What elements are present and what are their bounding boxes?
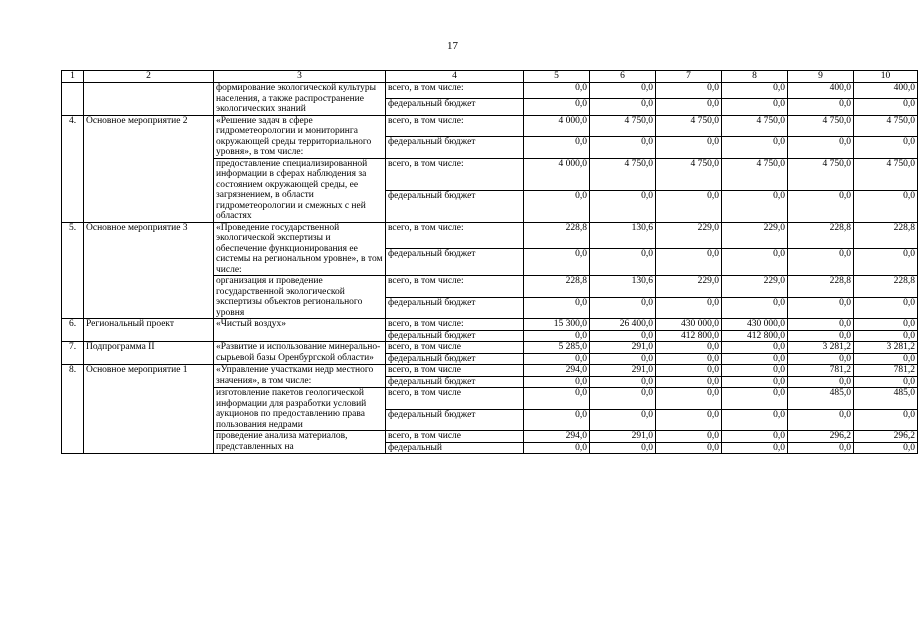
amount-cell: 0,0 — [788, 376, 854, 388]
amount-cell: 0,0 — [722, 442, 788, 454]
table-row — [62, 342, 918, 354]
amount-cell: 0,0 — [854, 330, 918, 342]
funding-source: федеральный бюджет — [386, 99, 524, 115]
amount-cell: 0,0 — [788, 319, 854, 331]
amount-cell: 229,0 — [656, 222, 722, 249]
row-number: 5. — [62, 222, 84, 319]
activity-title: формирование экологической культуры населения, а также распространение экологических знаний — [214, 83, 386, 116]
page-number: 17 — [447, 40, 458, 52]
amount-cell: 0,0 — [656, 365, 722, 377]
amount-cell: 228,8 — [788, 276, 854, 298]
amount-cell: 0,0 — [656, 388, 722, 410]
amount-cell: 0,0 — [722, 190, 788, 222]
activity-title: предоставление специализированной информации в сферах наблюдения за состоянием окружающей среды, ее загрязнением, в области гидрометеорологии и смежных с ней областях — [214, 158, 386, 222]
amount-cell: 228,8 — [788, 222, 854, 249]
amount-cell: 0,0 — [524, 99, 590, 115]
table-row — [62, 319, 918, 331]
funding-source: всего, в том числе: — [386, 319, 524, 331]
amount-cell: 0,0 — [656, 99, 722, 115]
amount-cell: 4 750,0 — [590, 115, 656, 137]
amount-cell: 291,0 — [590, 342, 656, 354]
column-header: 7 — [656, 71, 722, 83]
amount-cell: 0,0 — [524, 442, 590, 454]
amount-cell: 781,2 — [788, 365, 854, 377]
amount-cell: 0,0 — [656, 137, 722, 159]
amount-cell: 4 000,0 — [524, 115, 590, 137]
amount-cell: 400,0 — [788, 83, 854, 99]
activity-name: Основное мероприятие 3 — [84, 222, 214, 319]
amount-cell: 0,0 — [722, 388, 788, 410]
amount-cell: 0,0 — [788, 190, 854, 222]
activity-name: Региональный проект — [84, 319, 214, 342]
funding-source: федеральный бюджет — [386, 190, 524, 222]
amount-cell: 4 750,0 — [656, 115, 722, 137]
amount-cell: 228,8 — [524, 222, 590, 249]
amount-cell: 430 000,0 — [722, 319, 788, 331]
amount-cell: 228,8 — [854, 276, 918, 298]
activity-title: организация и проведение государственной экологической экспертизы объектов регионального уровня — [214, 276, 386, 319]
amount-cell: 0,0 — [524, 297, 590, 319]
amount-cell: 3 281,2 — [854, 342, 918, 354]
funding-source: всего, в том числе: — [386, 276, 524, 298]
amount-cell: 0,0 — [656, 353, 722, 365]
funding-source: федеральный бюджет — [386, 376, 524, 388]
amount-cell: 0,0 — [854, 442, 918, 454]
table-row — [62, 222, 918, 249]
amount-cell: 296,2 — [854, 431, 918, 443]
amount-cell: 294,0 — [524, 431, 590, 443]
funding-source: федеральный — [386, 442, 524, 454]
amount-cell: 0,0 — [854, 249, 918, 276]
amount-cell: 0,0 — [590, 409, 656, 431]
amount-cell: 4 750,0 — [788, 115, 854, 137]
amount-cell: 4 000,0 — [524, 158, 590, 190]
amount-cell: 228,8 — [524, 276, 590, 298]
amount-cell: 400,0 — [854, 83, 918, 99]
amount-cell: 0,0 — [854, 297, 918, 319]
amount-cell: 0,0 — [590, 376, 656, 388]
column-header: 9 — [788, 71, 854, 83]
amount-cell: 0,0 — [656, 442, 722, 454]
amount-cell: 0,0 — [854, 409, 918, 431]
activity-name: Основное мероприятие 1 — [84, 365, 214, 454]
amount-cell: 0,0 — [656, 249, 722, 276]
amount-cell: 291,0 — [590, 365, 656, 377]
amount-cell: 130,6 — [590, 276, 656, 298]
row-number — [62, 83, 84, 116]
amount-cell: 0,0 — [788, 249, 854, 276]
amount-cell: 0,0 — [524, 137, 590, 159]
funding-source: всего, в том числе — [386, 365, 524, 377]
funding-source: всего, в том числе — [386, 388, 524, 410]
amount-cell: 5 285,0 — [524, 342, 590, 354]
amount-cell: 26 400,0 — [590, 319, 656, 331]
activity-title: «Проведение государственной экологической экспертизы и обеспечение функционирования ее системы на региональном уровне», в том числе: — [214, 222, 386, 276]
amount-cell: 0,0 — [722, 83, 788, 99]
activity-title: «Управление участками недр местного значения», в том числе: — [214, 365, 386, 388]
funding-source: всего, в том числе: — [386, 158, 524, 190]
amount-cell: 0,0 — [722, 297, 788, 319]
funding-source: всего, в том числе — [386, 431, 524, 443]
amount-cell: 485,0 — [854, 388, 918, 410]
amount-cell: 0,0 — [656, 431, 722, 443]
column-header: 2 — [84, 71, 214, 83]
amount-cell: 0,0 — [590, 442, 656, 454]
amount-cell: 0,0 — [590, 330, 656, 342]
amount-cell: 0,0 — [590, 190, 656, 222]
amount-cell: 0,0 — [854, 376, 918, 388]
activity-title: «Чистый воздух» — [214, 319, 386, 342]
amount-cell: 0,0 — [524, 249, 590, 276]
amount-cell: 0,0 — [722, 376, 788, 388]
row-number: 7. — [62, 342, 84, 365]
amount-cell: 0,0 — [788, 442, 854, 454]
amount-cell: 228,8 — [854, 222, 918, 249]
column-header: 1 — [62, 71, 84, 83]
amount-cell: 0,0 — [722, 365, 788, 377]
amount-cell: 0,0 — [590, 249, 656, 276]
amount-cell: 0,0 — [854, 137, 918, 159]
amount-cell: 0,0 — [590, 83, 656, 99]
amount-cell: 0,0 — [788, 353, 854, 365]
column-header: 4 — [386, 71, 524, 83]
funding-source: всего, в том числе: — [386, 222, 524, 249]
amount-cell: 0,0 — [788, 137, 854, 159]
amount-cell: 0,0 — [788, 330, 854, 342]
amount-cell: 0,0 — [788, 99, 854, 115]
amount-cell: 0,0 — [722, 342, 788, 354]
column-header: 8 — [722, 71, 788, 83]
activity-name — [84, 83, 214, 116]
amount-cell: 0,0 — [854, 190, 918, 222]
amount-cell: 0,0 — [722, 99, 788, 115]
amount-cell: 0,0 — [722, 249, 788, 276]
amount-cell: 4 750,0 — [788, 158, 854, 190]
amount-cell: 412 800,0 — [722, 330, 788, 342]
activity-name: Подпрограмма II — [84, 342, 214, 365]
amount-cell: 0,0 — [656, 409, 722, 431]
column-header: 6 — [590, 71, 656, 83]
amount-cell: 0,0 — [854, 353, 918, 365]
amount-cell: 291,0 — [590, 431, 656, 443]
amount-cell: 0,0 — [524, 330, 590, 342]
budget-table — [61, 70, 918, 454]
funding-source: всего, в том числе — [386, 342, 524, 354]
row-number: 4. — [62, 115, 84, 222]
funding-source: всего, в том числе: — [386, 83, 524, 99]
amount-cell: 0,0 — [722, 137, 788, 159]
table-row — [62, 115, 918, 137]
amount-cell: 0,0 — [854, 319, 918, 331]
amount-cell: 0,0 — [590, 388, 656, 410]
amount-cell: 412 800,0 — [656, 330, 722, 342]
activity-name: Основное мероприятие 2 — [84, 115, 214, 222]
row-number: 6. — [62, 319, 84, 342]
table-row — [62, 365, 918, 377]
amount-cell: 0,0 — [722, 431, 788, 443]
table-header-row — [62, 71, 918, 83]
amount-cell: 430 000,0 — [656, 319, 722, 331]
amount-cell: 0,0 — [854, 99, 918, 115]
funding-source: федеральный бюджет — [386, 330, 524, 342]
funding-source: федеральный бюджет — [386, 137, 524, 159]
amount-cell: 296,2 — [788, 431, 854, 443]
amount-cell: 0,0 — [524, 388, 590, 410]
activity-title: «Решение задач в сфере гидрометеорологии и мониторинга окружающей среды территориального уровня», в том числе: — [214, 115, 386, 158]
amount-cell: 0,0 — [656, 342, 722, 354]
activity-title: проведение анализа материалов, представленных на — [214, 431, 386, 454]
amount-cell: 0,0 — [722, 409, 788, 431]
amount-cell: 0,0 — [590, 137, 656, 159]
amount-cell: 781,2 — [854, 365, 918, 377]
activity-title: изготовление пакетов геологической информации для разработки условий аукционов по предоставлению права пользования недрами — [214, 388, 386, 431]
amount-cell: 485,0 — [788, 388, 854, 410]
amount-cell: 4 750,0 — [656, 158, 722, 190]
column-header: 3 — [214, 71, 386, 83]
funding-source: федеральный бюджет — [386, 297, 524, 319]
amount-cell: 0,0 — [590, 353, 656, 365]
column-header: 5 — [524, 71, 590, 83]
amount-cell: 4 750,0 — [854, 158, 918, 190]
funding-source: федеральный бюджет — [386, 249, 524, 276]
row-number: 8. — [62, 365, 84, 454]
amount-cell: 3 281,2 — [788, 342, 854, 354]
amount-cell: 0,0 — [524, 190, 590, 222]
funding-source: всего, в том числе: — [386, 115, 524, 137]
funding-source: федеральный бюджет — [386, 353, 524, 365]
amount-cell: 0,0 — [524, 353, 590, 365]
amount-cell: 4 750,0 — [722, 158, 788, 190]
amount-cell: 0,0 — [788, 409, 854, 431]
table-row — [62, 83, 918, 99]
amount-cell: 0,0 — [656, 83, 722, 99]
amount-cell: 229,0 — [656, 276, 722, 298]
amount-cell: 0,0 — [590, 297, 656, 319]
amount-cell: 0,0 — [656, 297, 722, 319]
amount-cell: 0,0 — [524, 83, 590, 99]
activity-title: «Развитие и использование минерально-сырьевой базы Оренбургской области» — [214, 342, 386, 365]
amount-cell: 15 300,0 — [524, 319, 590, 331]
amount-cell: 4 750,0 — [854, 115, 918, 137]
amount-cell: 0,0 — [656, 376, 722, 388]
amount-cell: 229,0 — [722, 222, 788, 249]
amount-cell: 0,0 — [590, 99, 656, 115]
amount-cell: 0,0 — [524, 409, 590, 431]
amount-cell: 0,0 — [788, 297, 854, 319]
amount-cell: 4 750,0 — [722, 115, 788, 137]
amount-cell: 294,0 — [524, 365, 590, 377]
table-body — [62, 83, 918, 454]
funding-source: федеральный бюджет — [386, 409, 524, 431]
column-header: 10 — [854, 71, 918, 83]
amount-cell: 0,0 — [722, 353, 788, 365]
amount-cell: 0,0 — [656, 190, 722, 222]
amount-cell: 229,0 — [722, 276, 788, 298]
amount-cell: 4 750,0 — [590, 158, 656, 190]
amount-cell: 130,6 — [590, 222, 656, 249]
amount-cell: 0,0 — [524, 376, 590, 388]
